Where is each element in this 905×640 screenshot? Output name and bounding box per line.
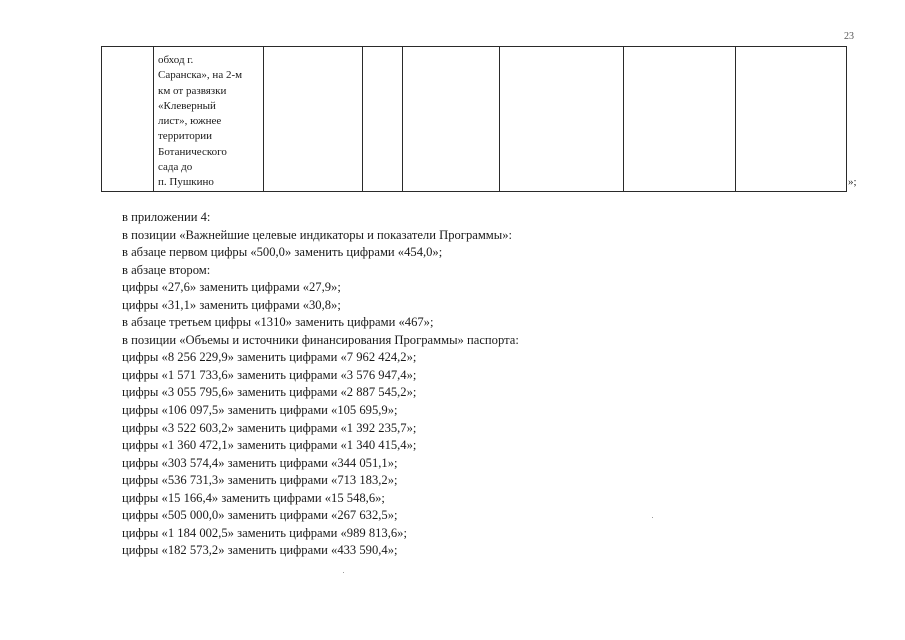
text-line: цифры «106 097,5» заменить цифрами «105 695,9»;	[122, 403, 398, 418]
amendment-text	[122, 209, 519, 560]
text-line: цифры «3 055 795,6» заменить цифрами «2 887 545,2»;	[122, 385, 417, 400]
scan-speck	[343, 572, 344, 573]
text-line: цифры «505 000,0» заменить цифрами «267 632,5»;	[122, 508, 398, 523]
text-line: в позиции «Важнейшие целевые индикаторы и показатели Программы»:	[122, 227, 513, 242]
location-line: сада до	[158, 161, 193, 174]
text-line: в абзаце первом цифры «500,0» заменить цифрами «454,0»;	[122, 245, 443, 260]
location-line: обход г.	[158, 54, 194, 66]
table-cell-empty	[403, 47, 500, 192]
table-cell-empty	[264, 47, 363, 192]
text-line: цифры «303 574,4» заменить цифрами «344 051,1»;	[122, 455, 398, 470]
table-row	[102, 47, 847, 192]
table-cell-empty	[363, 47, 403, 192]
table-cell-location	[154, 47, 264, 192]
location-line: «Клеверный	[158, 99, 216, 112]
text-line: цифры «1 360 472,1» заменить цифрами «1 340 415,4»;	[122, 438, 417, 453]
text-line: в позиции «Объемы и источники финансирования Программы» паспорта:	[122, 332, 519, 347]
text-line: в абзаце втором:	[122, 262, 211, 277]
text-line: цифры «3 522 603,2» заменить цифрами «1 392 235,7»;	[122, 420, 417, 435]
text-line: в приложении 4:	[122, 210, 211, 224]
text-line: цифры «1 571 733,6» заменить цифрами «3 576 947,4»;	[122, 367, 417, 382]
location-line: территории	[158, 130, 213, 143]
text-line: цифры «8 256 229,9» заменить цифрами «7 962 424,2»;	[122, 350, 417, 365]
location-line: п. Пушкино	[158, 176, 214, 189]
text-line: в абзаце третьем цифры «1310» заменить цифрами «467»;	[122, 315, 434, 330]
location-line: Саранска», на 2-м	[158, 69, 243, 82]
text-line: цифры «536 731,3» заменить цифрами «713 183,2»;	[122, 473, 398, 488]
table-cell-empty	[736, 47, 847, 192]
page-number: 23	[844, 31, 854, 42]
document-table-fragment	[101, 46, 847, 192]
scan-speck	[652, 517, 653, 518]
location-line: км от развязки	[158, 84, 227, 97]
location-line: Ботанического	[158, 145, 227, 158]
location-line: лист», южнее	[158, 115, 222, 128]
table-cell-number	[102, 47, 154, 192]
table-cell-empty	[624, 47, 736, 192]
table-cell-empty	[500, 47, 624, 192]
text-line: цифры «1 184 002,5» заменить цифрами «989 813,6»;	[122, 525, 407, 540]
text-line: цифры «182 573,2» заменить цифрами «433 590,4»;	[122, 543, 398, 558]
table-closing-quote: »;	[848, 176, 857, 188]
text-line: цифры «31,1» заменить цифрами «30,8»;	[122, 297, 341, 312]
text-line: цифры «15 166,4» заменить цифрами «15 548,6»;	[122, 490, 385, 505]
text-line: цифры «27,6» заменить цифрами «27,9»;	[122, 280, 341, 295]
